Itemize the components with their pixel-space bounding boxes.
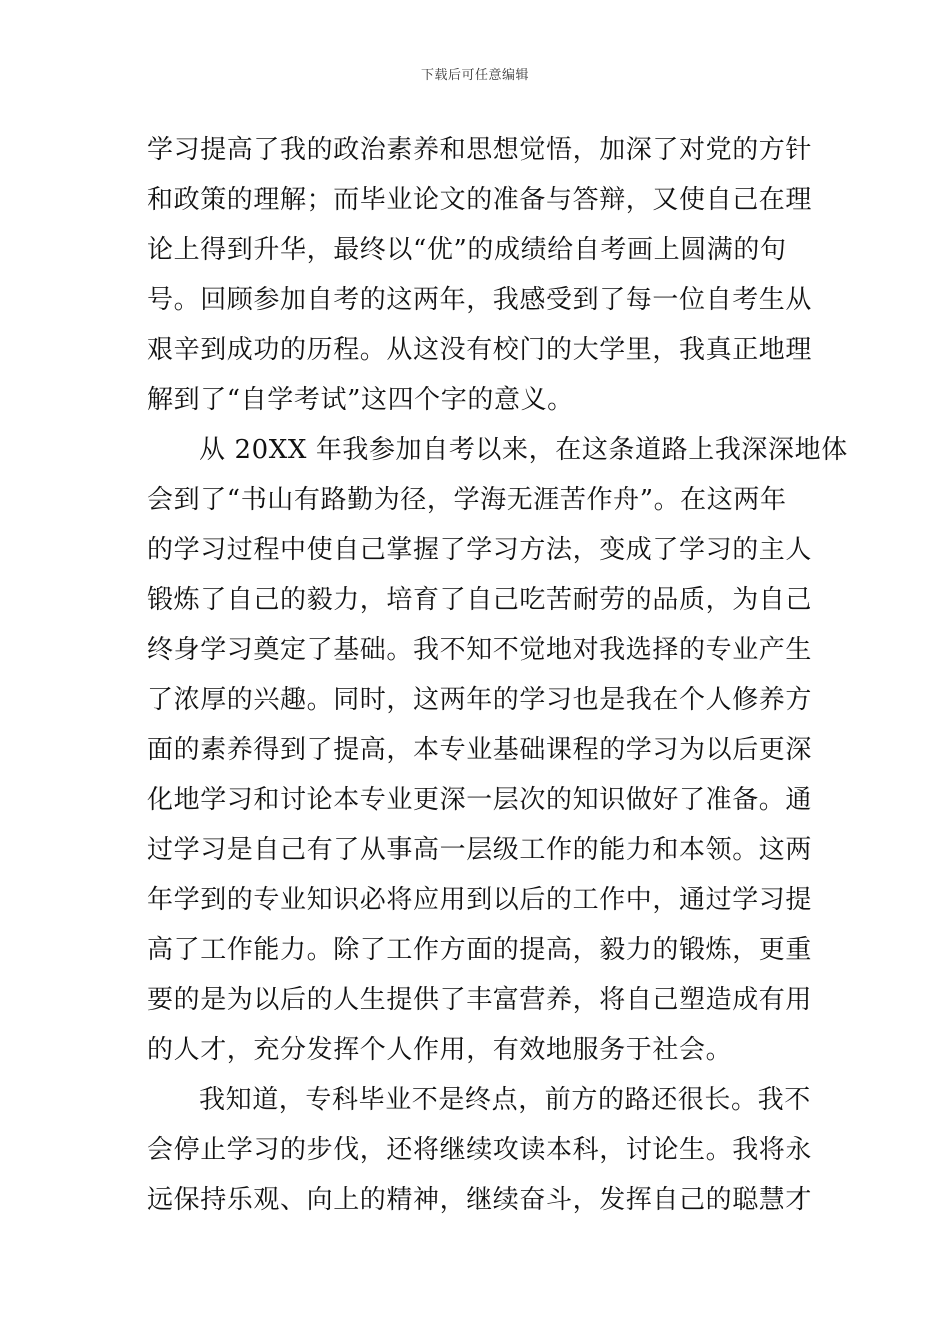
text-line: 学习提高了我的政治素养和思想觉悟，加深了对党的方针: [147, 135, 813, 165]
text-line: 锻炼了自己的毅力，培育了自己吃苦耐劳的品质，为自己: [147, 585, 813, 615]
document-body: [147, 125, 848, 1225]
text-line: 论上得到升华，最终以“优”的成绩给自考画上圆满的句: [147, 235, 787, 265]
text-line: 和政策的理解；而毕业论文的准备与答辩，又使自己在理: [147, 185, 813, 215]
text-line: 年学到的专业知识必将应用到以后的工作中，通过学习提: [147, 885, 813, 915]
paragraph-2: [147, 425, 848, 1075]
text-line: 会到了“书山有路勤为径，学海无涯苦作舟”。在这两年: [147, 485, 787, 515]
text-line: 化地学习和讨论本专业更深一层次的知识做好了准备。通: [147, 785, 813, 815]
paragraph-3: [147, 1075, 813, 1225]
text-line: 号。回顾参加自考的这两年，我感受到了每一位自考生从: [147, 285, 813, 315]
text-line: 的学习过程中使自己掌握了学习方法，变成了学习的主人: [147, 535, 813, 565]
text-line: 我知道，专科毕业不是终点，前方的路还很长。我不: [199, 1085, 811, 1115]
paragraph-1: [147, 125, 813, 425]
text-line: 终身学习奠定了基础。我不知不觉地对我选择的专业产生: [147, 635, 813, 665]
page-header-note: 下载后可任意编辑: [420, 68, 529, 83]
text-line: 过学习是自己有了从事高一层级工作的能力和本领。这两: [147, 835, 813, 865]
text-line: 要的是为以后的人生提供了丰富营养，将自己塑造成有用: [147, 985, 813, 1015]
text-line: 高了工作能力。除了工作方面的提高，毅力的锻炼，更重: [147, 935, 813, 965]
text-line: 了浓厚的兴趣。同时，这两年的学习也是我在个人修养方: [147, 685, 813, 715]
text-line: 的人才，充分发挥个人作用，有效地服务于社会。: [147, 1035, 733, 1065]
text-line: 远保持乐观、向上的精神，继续奋斗，发挥自己的聪慧才: [147, 1185, 813, 1215]
text-line: 面的素养得到了提高，本专业基础课程的学习为以后更深: [147, 735, 813, 765]
text-line: 从 20XX 年我参加自考以来，在这条道路上我深深地体: [199, 435, 848, 465]
text-line: 解到了“自学考试”这四个字的意义。: [147, 385, 574, 415]
text-line: 艰辛到成功的历程。从这没有校门的大学里，我真正地理: [147, 335, 813, 365]
text-line: 会停止学习的步伐，还将继续攻读本科，讨论生。我将永: [147, 1135, 813, 1165]
